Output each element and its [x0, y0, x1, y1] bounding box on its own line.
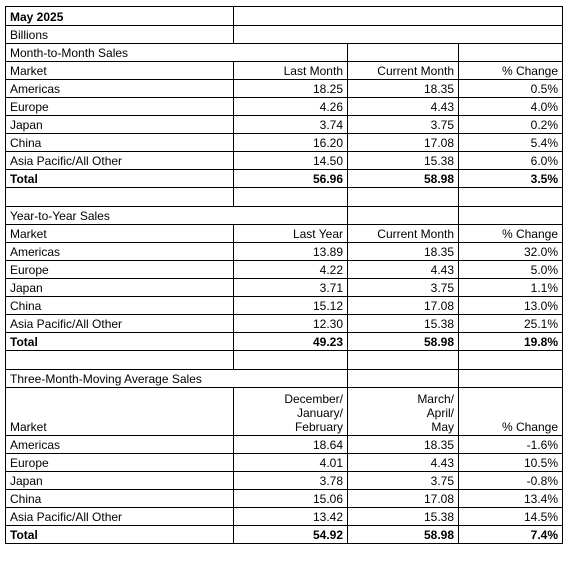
unit-row — [6, 26, 563, 44]
section-heading-row — [6, 370, 563, 388]
column-header: Current Month — [348, 62, 459, 80]
value-cell: 3.74 — [234, 116, 348, 134]
value-cell: 4.22 — [234, 261, 348, 279]
total-value: 54.92 — [234, 526, 348, 544]
spacer-cell — [6, 188, 234, 207]
total-value: 19.8% — [459, 333, 563, 351]
column-header: Market — [6, 388, 234, 436]
section-heading-blank — [234, 44, 348, 62]
value-cell: 12.30 — [234, 315, 348, 333]
market-cell: Americas — [6, 436, 234, 454]
value-cell: 18.25 — [234, 80, 348, 98]
spacer-cell — [348, 351, 459, 370]
value-cell: 15.38 — [348, 508, 459, 526]
column-header: Market — [6, 225, 234, 243]
column-header: % Change — [459, 62, 563, 80]
column-header: Last Month — [234, 62, 348, 80]
section-heading-row — [6, 207, 563, 225]
value-cell: 5.0% — [459, 261, 563, 279]
table-row — [6, 436, 563, 454]
spacer-row — [6, 351, 563, 370]
total-value: 58.98 — [348, 526, 459, 544]
value-cell: 0.5% — [459, 80, 563, 98]
total-value: 56.96 — [234, 170, 348, 188]
value-cell: 0.2% — [459, 116, 563, 134]
column-header: Current Month — [348, 225, 459, 243]
spacer-cell — [6, 351, 234, 370]
total-value: 7.4% — [459, 526, 563, 544]
section-heading-blank — [234, 207, 348, 225]
section-heading-blank — [459, 44, 563, 62]
value-cell: 4.26 — [234, 98, 348, 116]
market-cell: Europe — [6, 454, 234, 472]
value-cell: 17.08 — [348, 297, 459, 315]
column-header: Last Year — [234, 225, 348, 243]
column-header-row — [6, 388, 563, 436]
value-cell: 3.75 — [348, 472, 459, 490]
table-row — [6, 297, 563, 315]
table-row — [6, 454, 563, 472]
value-cell: 5.4% — [459, 134, 563, 152]
market-cell: Japan — [6, 116, 234, 134]
report-title: May 2025 — [6, 7, 234, 26]
table-row — [6, 116, 563, 134]
value-cell: -1.6% — [459, 436, 563, 454]
column-header: December/ January/ February — [234, 388, 348, 436]
title-blank-cell — [234, 7, 563, 26]
column-header: % Change — [459, 225, 563, 243]
value-cell: 32.0% — [459, 243, 563, 261]
table-row — [6, 315, 563, 333]
value-cell: 17.08 — [348, 490, 459, 508]
section-heading-row — [6, 44, 563, 62]
total-row — [6, 170, 563, 188]
unit-label: Billions — [6, 26, 234, 44]
section-heading-blank — [459, 207, 563, 225]
total-value: 58.98 — [348, 333, 459, 351]
market-cell: Americas — [6, 80, 234, 98]
table-row — [6, 279, 563, 297]
section-heading-blank — [348, 370, 459, 388]
table-row — [6, 134, 563, 152]
total-label: Total — [6, 333, 234, 351]
value-cell: 13.89 — [234, 243, 348, 261]
value-cell: 4.43 — [348, 261, 459, 279]
spacer-cell — [459, 351, 563, 370]
value-cell: 4.43 — [348, 454, 459, 472]
value-cell: 4.01 — [234, 454, 348, 472]
table-row — [6, 243, 563, 261]
total-value: 49.23 — [234, 333, 348, 351]
value-cell: 14.50 — [234, 152, 348, 170]
total-value: 58.98 — [348, 170, 459, 188]
value-cell: 13.4% — [459, 490, 563, 508]
value-cell: 16.20 — [234, 134, 348, 152]
column-header-row — [6, 62, 563, 80]
value-cell: 4.43 — [348, 98, 459, 116]
sales-table — [5, 6, 563, 544]
spacer-cell — [234, 188, 348, 207]
market-cell: China — [6, 134, 234, 152]
market-cell: China — [6, 490, 234, 508]
market-cell: Americas — [6, 243, 234, 261]
value-cell: 6.0% — [459, 152, 563, 170]
total-row — [6, 333, 563, 351]
value-cell: 15.38 — [348, 315, 459, 333]
value-cell: 3.75 — [348, 116, 459, 134]
spacer-cell — [348, 188, 459, 207]
total-label: Total — [6, 170, 234, 188]
unit-blank-cell — [234, 26, 563, 44]
value-cell: 1.1% — [459, 279, 563, 297]
title-row — [6, 7, 563, 26]
value-cell: 13.0% — [459, 297, 563, 315]
section-heading: Year-to-Year Sales — [6, 207, 234, 225]
section-heading-blank — [234, 370, 348, 388]
table-row — [6, 98, 563, 116]
table-row — [6, 508, 563, 526]
section-heading: Month-to-Month Sales — [6, 44, 234, 62]
spacer-cell — [459, 188, 563, 207]
spacer-row — [6, 188, 563, 207]
section-heading-blank — [348, 207, 459, 225]
column-header: Market — [6, 62, 234, 80]
section-heading-blank — [459, 370, 563, 388]
value-cell: 18.35 — [348, 436, 459, 454]
section-heading-blank — [348, 44, 459, 62]
value-cell: 15.12 — [234, 297, 348, 315]
total-value: 3.5% — [459, 170, 563, 188]
market-cell: Europe — [6, 98, 234, 116]
value-cell: 15.06 — [234, 490, 348, 508]
market-cell: China — [6, 297, 234, 315]
spacer-cell — [234, 351, 348, 370]
column-header-row — [6, 225, 563, 243]
market-cell: Asia Pacific/All Other — [6, 315, 234, 333]
value-cell: 10.5% — [459, 454, 563, 472]
value-cell: 13.42 — [234, 508, 348, 526]
total-row — [6, 526, 563, 544]
value-cell: 14.5% — [459, 508, 563, 526]
market-cell: Europe — [6, 261, 234, 279]
value-cell: 25.1% — [459, 315, 563, 333]
column-header: % Change — [459, 388, 563, 436]
value-cell: 4.0% — [459, 98, 563, 116]
value-cell: 18.64 — [234, 436, 348, 454]
table-row — [6, 80, 563, 98]
total-label: Total — [6, 526, 234, 544]
value-cell: 18.35 — [348, 80, 459, 98]
market-cell: Japan — [6, 472, 234, 490]
table-row — [6, 490, 563, 508]
market-cell: Asia Pacific/All Other — [6, 508, 234, 526]
value-cell: 17.08 — [348, 134, 459, 152]
sales-table-body — [6, 7, 563, 544]
table-row — [6, 261, 563, 279]
market-cell: Asia Pacific/All Other — [6, 152, 234, 170]
table-row — [6, 472, 563, 490]
section-heading: Three-Month-Moving Average Sales — [6, 370, 234, 388]
value-cell: 3.75 — [348, 279, 459, 297]
value-cell: 15.38 — [348, 152, 459, 170]
table-row — [6, 152, 563, 170]
value-cell: -0.8% — [459, 472, 563, 490]
value-cell: 3.78 — [234, 472, 348, 490]
value-cell: 3.71 — [234, 279, 348, 297]
market-cell: Japan — [6, 279, 234, 297]
value-cell: 18.35 — [348, 243, 459, 261]
column-header: March/ April/ May — [348, 388, 459, 436]
